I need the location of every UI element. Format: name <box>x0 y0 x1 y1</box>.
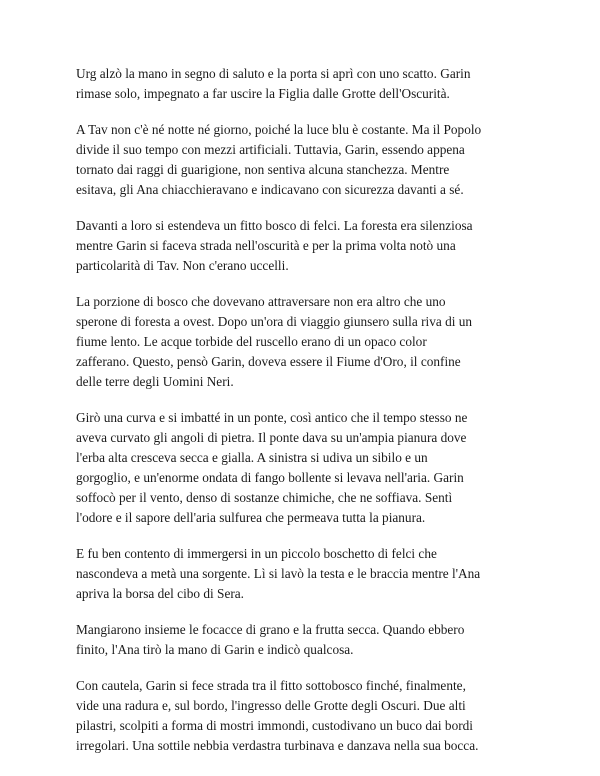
text-line: finito, l'Ana tirò la mano di Garin e indicò qualcosa. <box>76 642 354 657</box>
paragraph-1 <box>76 64 550 104</box>
text-line: irregolari. Una sottile nebbia verdastra turbinava e danzava nella sua bocca. <box>76 738 479 753</box>
text-line: La porzione di bosco che dovevano attraversare non era altro che uno <box>76 294 446 309</box>
text-line: l'erba alta cresceva secca e gialla. A sinistra si udiva un sibilo e un <box>76 450 428 465</box>
text-line: soffocò per il vento, denso di sostanze chimiche, che ne soffiava. Sentì <box>76 490 453 505</box>
text-line: mentre Garin si faceva strada nell'oscurità e per la prima volta notò una <box>76 238 456 253</box>
text-line: zafferano. Questo, pensò Garin, doveva essere il Fiume d'Oro, il confine <box>76 354 461 369</box>
text-line: apriva la borsa del cibo di Sera. <box>76 586 244 601</box>
text-line: Mangiarono insieme le focacce di grano e la frutta secca. Quando ebbero <box>76 622 465 637</box>
text-line: particolarità di Tav. Non c'erano uccelli. <box>76 258 289 273</box>
text-line: pilastri, scolpiti a forma di mostri immondi, custodivano un buco dai bordi <box>76 718 474 733</box>
text-line: sperone di foresta a ovest. Dopo un'ora di viaggio giunsero sulla riva di un <box>76 314 473 329</box>
text-line: aveva curvato gli angoli di pietra. Il ponte dava su un'ampia pianura dove <box>76 430 467 445</box>
text-line: Urg alzò la mano in segno di saluto e la porta si aprì con uno scatto. Garin <box>76 66 471 81</box>
text-line: Con cautela, Garin si fece strada tra il fitto sottobosco finché, finalmente, <box>76 678 466 693</box>
text-line: tornato dai raggi di guarigione, non sentiva alcuna stanchezza. Mentre <box>76 162 450 177</box>
paragraph-8 <box>76 676 550 756</box>
text-line: rimase solo, impegnato a far uscire la Figlia dalle Grotte dell'Oscurità. <box>76 86 450 101</box>
paragraph-7 <box>76 620 550 660</box>
text-line: Girò una curva e si imbatté in un ponte, così antico che il tempo stesso ne <box>76 410 468 425</box>
paragraph-3 <box>76 216 550 276</box>
paragraph-2 <box>76 120 550 200</box>
text-line: vide una radura e, sul bordo, l'ingresso delle Grotte degli Oscuri. Due alti <box>76 698 466 713</box>
text-line: A Tav non c'è né notte né giorno, poiché la luce blu è costante. Ma il Popolo <box>76 122 482 137</box>
text-line: divide il suo tempo con mezzi artificiali. Tuttavia, Garin, essendo appena <box>76 142 465 157</box>
paragraph-5 <box>76 408 550 528</box>
text-line: nascondeva a metà una sorgente. Lì si lavò la testa e le braccia mentre l'Ana <box>76 566 481 581</box>
body-text <box>76 64 550 772</box>
text-line: E fu ben contento di immergersi in un piccolo boschetto di felci che <box>76 546 437 561</box>
text-line: delle terre degli Uomini Neri. <box>76 374 234 389</box>
text-line: l'odore e il sapore dell'aria sulfurea che permeava tutta la pianura. <box>76 510 426 525</box>
text-line: gorgoglio, e un'enorme ondata di fango bollente si levava nell'aria. Garin <box>76 470 464 485</box>
paragraph-6 <box>76 544 550 604</box>
text-line: fiume lento. Le acque torbide del ruscello erano di un opaco color <box>76 334 427 349</box>
text-line: Davanti a loro si estendeva un fitto bosco di felci. La foresta era silenziosa <box>76 218 473 233</box>
paragraph-4 <box>76 292 550 392</box>
text-line: esitava, gli Ana chiacchieravano e indicavano con sicurezza davanti a sé. <box>76 182 464 197</box>
